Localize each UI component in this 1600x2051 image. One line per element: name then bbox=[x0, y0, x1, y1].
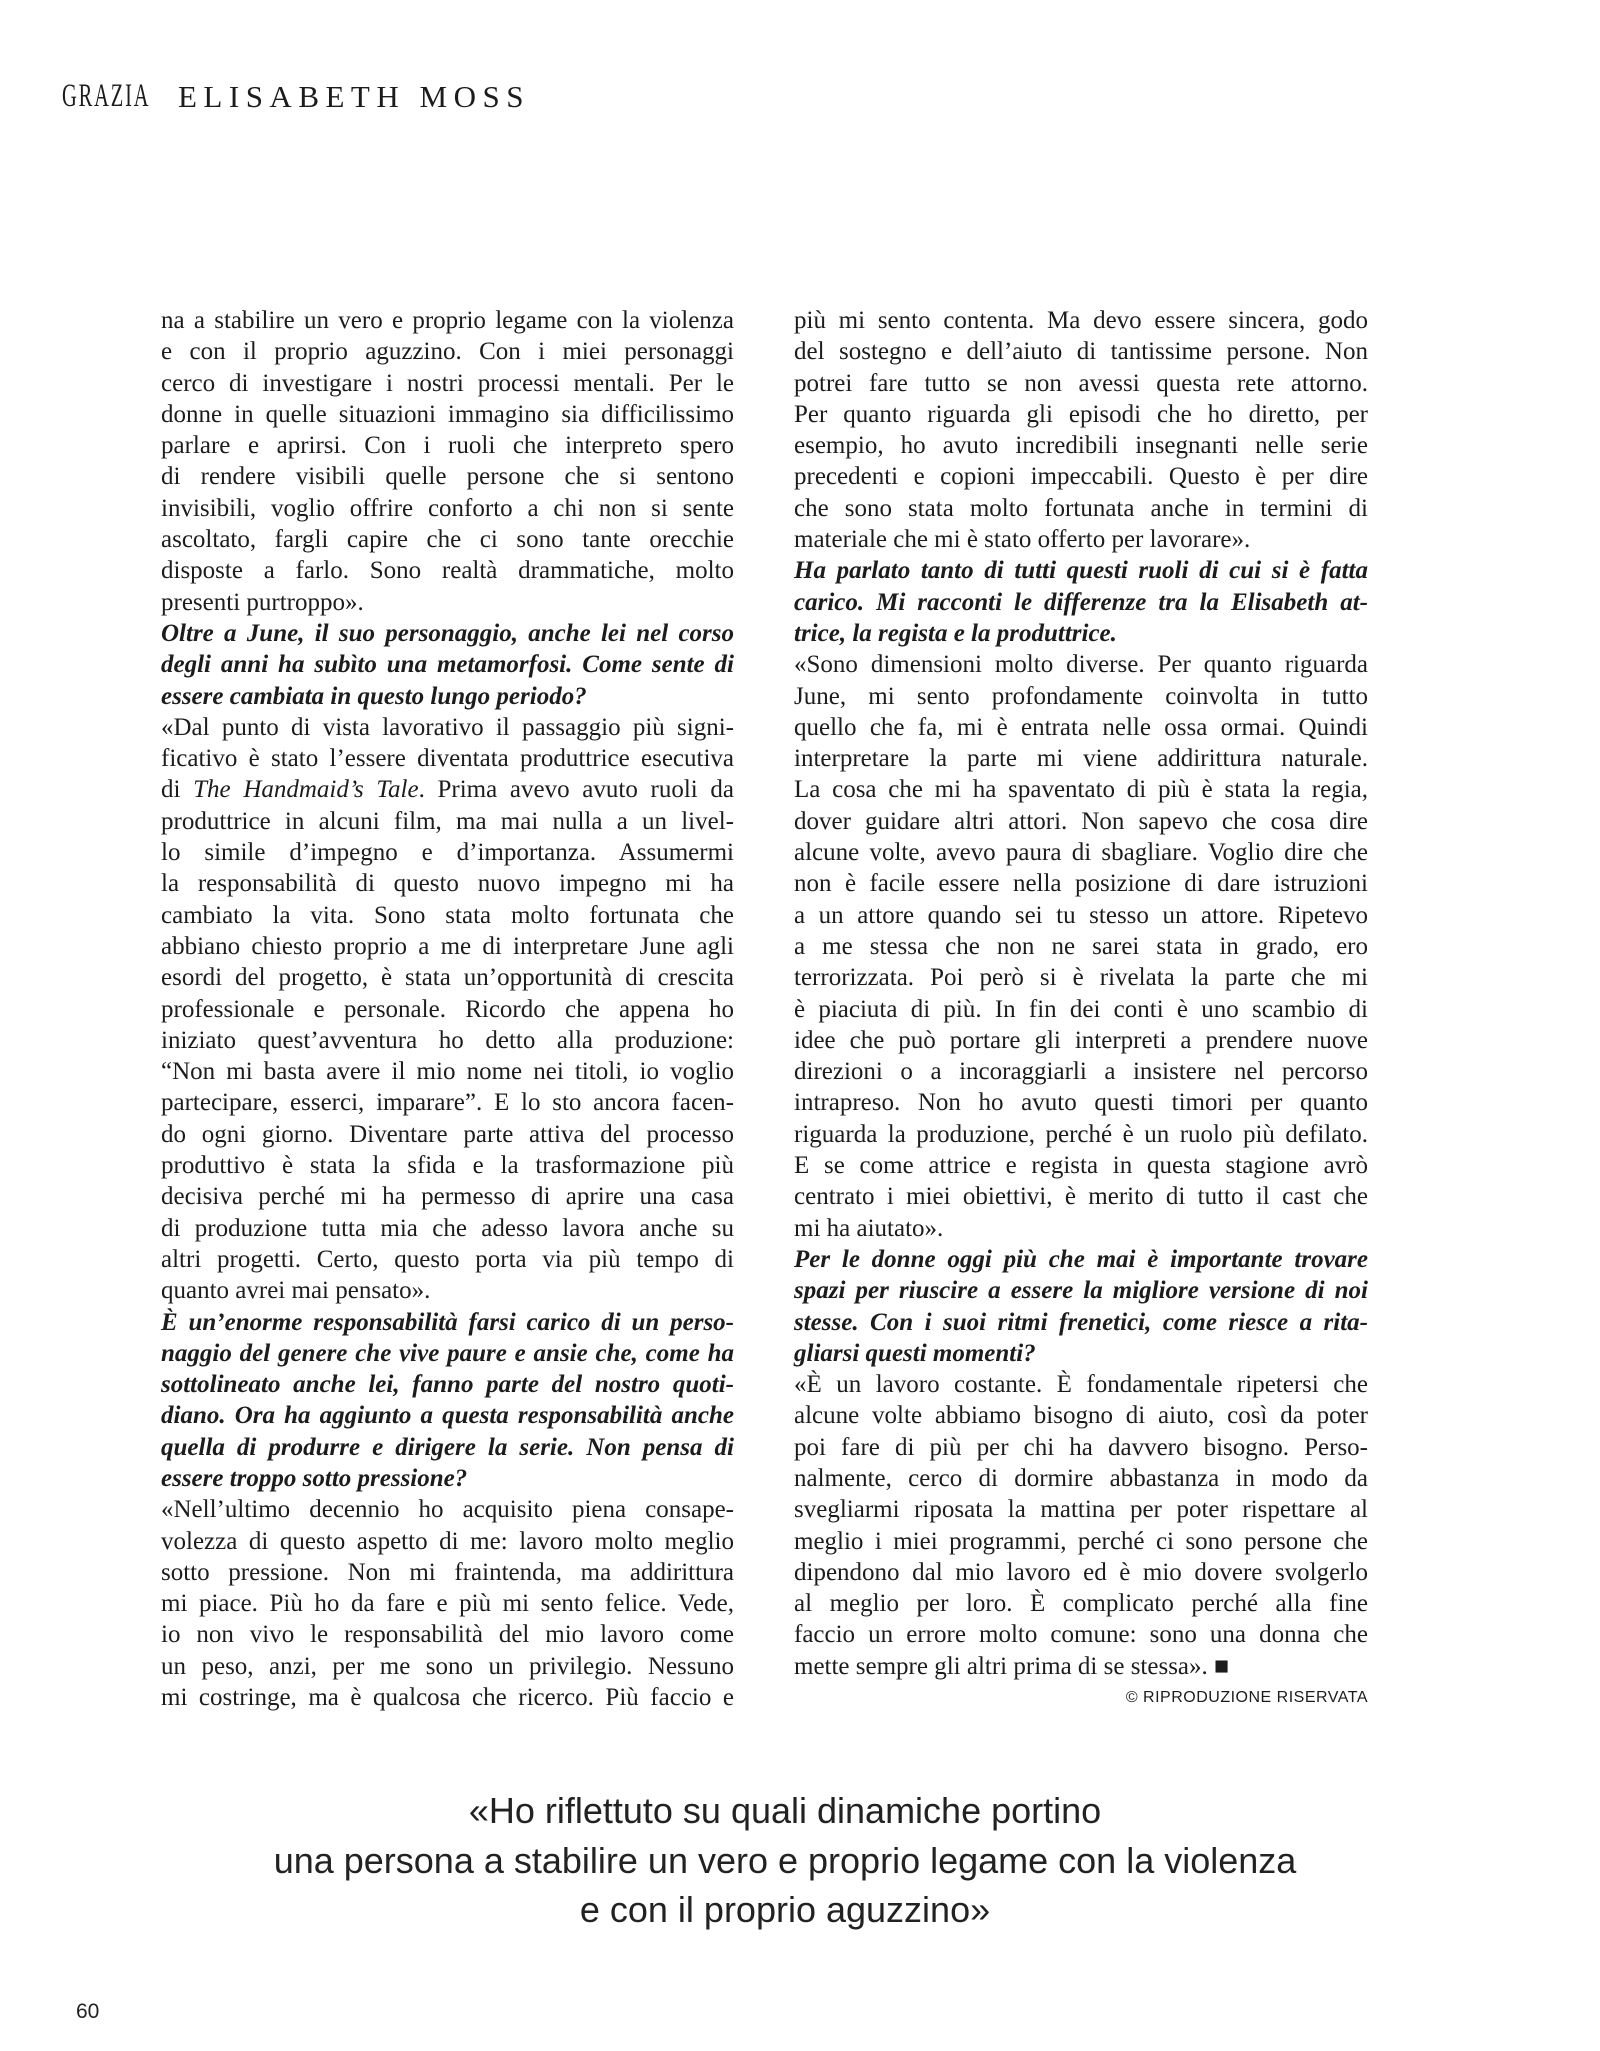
text-line: di rendere visibili quelle persone che si sentono bbox=[161, 463, 734, 491]
text-line: partecipare, esserci, imparare”. E lo sto ancora facen- bbox=[161, 1089, 734, 1117]
text-line: June, mi sento profondamente coinvolta in tutto bbox=[794, 682, 1368, 710]
text-line: «Dal punto di vista lavorativo il passaggio più signi- bbox=[161, 713, 734, 741]
text-line: quella di produrre e dirigere la serie. Non pensa di bbox=[161, 1433, 734, 1461]
text-line: intrapreso. Non ho avuto questi timori per quanto bbox=[794, 1089, 1368, 1117]
text-line: spazi per riuscire a essere la migliore versione di noi bbox=[794, 1277, 1368, 1305]
text-line: precedenti e copioni impeccabili. Questo è per dire bbox=[794, 463, 1368, 491]
text-line: La cosa che mi ha spaventato di più è stata la regia, bbox=[794, 776, 1368, 804]
text-line: abbiano chiesto proprio a me di interpretare June agli bbox=[161, 932, 734, 960]
interview-answer bbox=[161, 712, 734, 1307]
text-line: che sono stata molto fortunata anche in termini di bbox=[794, 494, 1368, 522]
text-line: e con il proprio aguzzino. Con i miei personaggi bbox=[161, 338, 734, 366]
interview-answer bbox=[794, 305, 1368, 555]
text-line: quanto avrei mai pensato». bbox=[161, 1277, 431, 1305]
text-line: «Sono dimensioni molto diverse. Per quanto riguarda bbox=[794, 651, 1368, 679]
text-line: quello che fa, mi è entrata nelle ossa ormai. Quindi bbox=[794, 713, 1368, 741]
pull-quote-line: «Ho riflettuto su quali dinamiche portino bbox=[468, 1790, 1102, 1831]
text-line: ascoltato, fargli capire che ci sono tante orecchie bbox=[161, 526, 734, 554]
text-line: cambiato la vita. Sono stata molto fortunata che bbox=[161, 901, 734, 929]
text-line: la responsabilità di questo nuovo impegno mi ha bbox=[161, 870, 734, 898]
text-line: disposte a farlo. Sono realtà drammatiche, molto bbox=[161, 557, 734, 585]
text-line: professionale e personale. Ricordo che appena ho bbox=[161, 995, 734, 1023]
interview-answer bbox=[161, 1494, 734, 1713]
text-line: invisibili, voglio offrire conforto a chi non si sente bbox=[161, 494, 734, 522]
text-column-left bbox=[161, 305, 734, 1713]
text-line: lo simile d’impegno e d’importanza. Assumermi bbox=[161, 839, 734, 867]
text-line: È un’enorme responsabilità farsi carico di un perso- bbox=[161, 1308, 734, 1336]
text-line: “Non mi basta avere il mio nome nei titoli, io voglio bbox=[161, 1058, 734, 1086]
article-subject: ELISABETH MOSS bbox=[178, 78, 530, 114]
text-line: a un attore quando sei tu stesso un attore. Ripetevo bbox=[794, 901, 1368, 929]
interview-question bbox=[794, 555, 1368, 649]
text-line: do ogni giorno. Diventare parte attiva del processo bbox=[161, 1120, 734, 1148]
text-line: nalmente, cerco di dormire abbastanza in modo da bbox=[794, 1464, 1368, 1492]
text-line: poi fare di più per chi ha davvero bisogno. Perso- bbox=[794, 1433, 1368, 1461]
interview-question bbox=[794, 1244, 1368, 1369]
text-line: materiale che mi è stato offerto per lavorare». bbox=[794, 526, 1251, 554]
text-line bbox=[161, 774, 734, 805]
text-line: naggio del genere che vive paure e ansie che, come ha bbox=[161, 1339, 734, 1367]
pull-quote-line: una persona a stabilire un vero e proprio legame con la violenza bbox=[273, 1839, 1297, 1881]
text-line: produttrice in alcuni film, ma mai nulla a un livel- bbox=[161, 807, 734, 835]
text-line: al meglio per loro. È complicato perché alla fine bbox=[794, 1590, 1368, 1618]
column-body bbox=[794, 305, 1368, 1682]
text-line: parlare e aprirsi. Con i ruoli che interpreto spero bbox=[161, 432, 734, 460]
interview-question bbox=[161, 618, 734, 712]
pull-quote bbox=[100, 1786, 1470, 1935]
text-line: mi costringe, ma è qualcosa che ricerco. Più faccio e bbox=[161, 1684, 734, 1712]
text-line: un peso, anzi, per me sono un privilegio. Nessuno bbox=[161, 1652, 734, 1680]
text-line: interpretare la parte mi viene addirittura naturale. bbox=[794, 745, 1368, 773]
text-line: Per quanto riguarda gli episodi che ho diretto, per bbox=[794, 400, 1368, 428]
text-line: produttivo è stata la sfida e la trasformazione più bbox=[161, 1152, 734, 1180]
interview-question bbox=[161, 1307, 734, 1495]
text-line: a me stessa che non ne sarei stata in grado, ero bbox=[794, 932, 1368, 960]
interview-answer bbox=[794, 649, 1368, 1244]
copyright-notice: © RIPRODUZIONE RISERVATA bbox=[1125, 1689, 1368, 1707]
text-line: svegliarmi riposata la mattina per poter rispettare al bbox=[794, 1496, 1368, 1524]
text-line: dipendono dal mio lavoro ed è mio dovere svolgerlo bbox=[794, 1558, 1368, 1586]
text-line: è piaciuta di più. In fin dei conti è uno scambio di bbox=[794, 995, 1368, 1023]
text-segment: . Prima avevo avuto ruoli da bbox=[418, 776, 735, 804]
text-line: mette sempre gli altri prima di se stessa». ■ bbox=[794, 1652, 1230, 1680]
text-line: stesse. Con i suoi ritmi frenetici, come riesce a rita- bbox=[794, 1308, 1368, 1336]
pull-quote-line: e con il proprio aguzzino» bbox=[579, 1889, 991, 1930]
interview-answer bbox=[161, 305, 734, 618]
text-line: decisiva perché mi ha permesso di aprire una casa bbox=[161, 1183, 734, 1211]
text-line: Ha parlato tanto di tutti questi ruoli di cui si è fatta bbox=[794, 557, 1368, 585]
text-line: potrei fare tutto se non avessi questa rete attorno. bbox=[794, 369, 1368, 397]
text-line: alcune volte abbiamo bisogno di aiuto, così da poter bbox=[794, 1402, 1368, 1430]
italic-title: The Handmaid’s Tale bbox=[193, 776, 419, 804]
text-line: mi piace. Più ho da fare e più mi sento felice. Vede, bbox=[161, 1590, 734, 1618]
text-line: na a stabilire un vero e proprio legame con la violenza bbox=[161, 307, 734, 334]
text-line: volezza di questo aspetto di me: lavoro molto meglio bbox=[161, 1527, 734, 1555]
text-line: del sostegno e dell’aiuto di tantissime persone. Non bbox=[794, 338, 1368, 366]
text-line: carico. Mi racconti le differenze tra la Elisabeth at- bbox=[794, 588, 1368, 616]
text-line: E se come attrice e regista in questa stagione avrò bbox=[794, 1152, 1368, 1180]
text-line: Per le donne oggi più che mai è importante trovare bbox=[794, 1245, 1368, 1273]
text-line: esempio, ho avuto incredibili insegnanti nelle serie bbox=[794, 432, 1368, 460]
text-line: terrorizzata. Poi però si è rivelata la parte che mi bbox=[794, 964, 1368, 992]
text-line: presenti purtroppo». bbox=[161, 588, 364, 616]
text-line: faccio un errore molto comune: sono una donna che bbox=[794, 1621, 1368, 1649]
text-line: essere troppo sotto pressione? bbox=[161, 1464, 468, 1492]
text-line: più mi sento contenta. Ma devo essere sincera, godo bbox=[794, 307, 1368, 334]
running-header bbox=[62, 78, 530, 118]
text-line: di produzione tutta mia che adesso lavora anche su bbox=[161, 1214, 734, 1242]
text-line: essere cambiata in questo lungo periodo? bbox=[161, 682, 587, 710]
text-line: meglio i miei programmi, perché ci sono persone che bbox=[794, 1527, 1368, 1555]
text-line: dover guidare altri attori. Non sapevo che cosa dire bbox=[794, 807, 1368, 835]
text-line: Oltre a June, il suo personaggio, anche lei nel corso bbox=[161, 619, 734, 647]
text-line: gliarsi questi momenti? bbox=[794, 1339, 1036, 1367]
text-line: donne in quelle situazioni immagino sia difficilissimo bbox=[161, 400, 734, 428]
magazine-logo: GRAZIA bbox=[62, 78, 151, 114]
text-line: centrato i miei obiettivi, è merito di tutto il cast che bbox=[794, 1183, 1368, 1211]
text-segment: di bbox=[161, 776, 194, 804]
page-number: 60 bbox=[76, 2000, 100, 2023]
text-line: direzioni o a incoraggiarli a insistere nel percorso bbox=[794, 1058, 1368, 1086]
text-column-right bbox=[794, 305, 1368, 1710]
interview-answer bbox=[794, 1369, 1368, 1682]
text-line: diano. Ora ha aggiunto a questa responsabilità anche bbox=[161, 1402, 734, 1430]
text-line: cerco di investigare i nostri processi mentali. Per le bbox=[161, 369, 734, 397]
text-line: iniziato quest’avventura ho detto alla produzione: bbox=[161, 1026, 734, 1054]
text-line: altri progetti. Certo, questo porta via più tempo di bbox=[161, 1245, 734, 1273]
text-line: sotto pressione. Non mi fraintenda, ma addirittura bbox=[161, 1558, 734, 1586]
text-line: idee che può portare gli interpreti a prendere nuove bbox=[794, 1026, 1368, 1054]
text-line: esordi del progetto, è stata un’opportunità di crescita bbox=[161, 964, 734, 992]
text-line: trice, la regista e la produttrice. bbox=[794, 619, 1117, 647]
text-line: degli anni ha subìto una metamorfosi. Come sente di bbox=[161, 651, 734, 679]
text-line: io non vivo le responsabilità del mio lavoro come bbox=[161, 1621, 734, 1649]
text-line: non è facile essere nella posizione di dare istruzioni bbox=[794, 870, 1368, 898]
text-line: «Nell’ultimo decennio ho acquisito piena consape- bbox=[161, 1496, 734, 1524]
text-line: mi ha aiutato». bbox=[794, 1214, 944, 1242]
text-line: «È un lavoro costante. È fondamentale ripetersi che bbox=[794, 1371, 1368, 1399]
text-line: riguarda la produzione, perché è un ruolo più defilato. bbox=[794, 1120, 1368, 1148]
text-line: alcune volte, avevo paura di sbagliare. Voglio dire che bbox=[794, 839, 1368, 867]
text-line: sottolineato anche lei, fanno parte del nostro quoti- bbox=[161, 1371, 734, 1399]
text-line: ficativo è stato l’essere diventata produttrice esecutiva bbox=[161, 745, 734, 773]
